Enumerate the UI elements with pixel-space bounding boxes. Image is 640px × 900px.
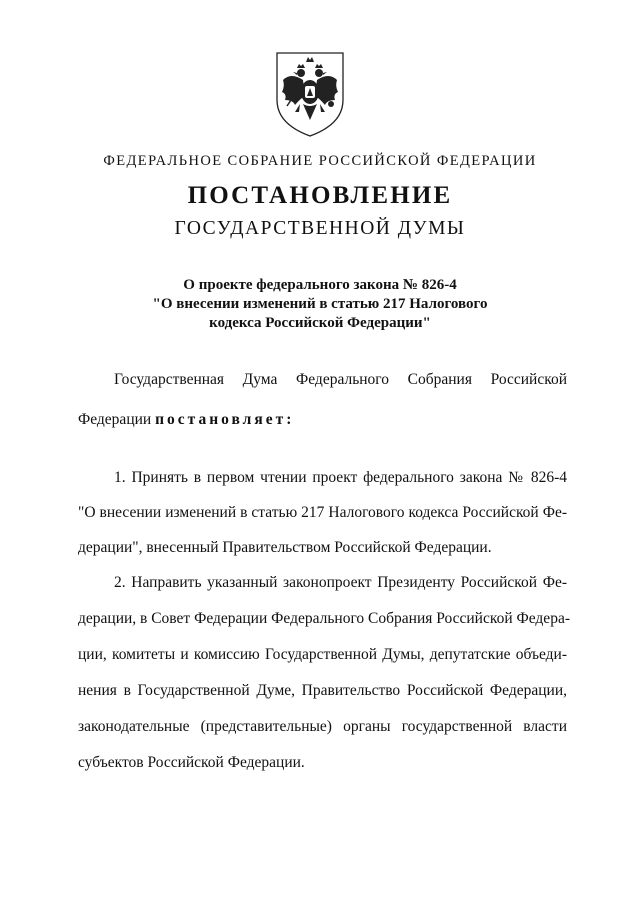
resolution-subject [0,276,640,333]
preamble-line [78,410,567,430]
item-line: 1. Принять в первом чтении проект федерального закона № 826-4 [114,469,567,486]
item-line: нения в Государственной Думе, Правительство Российской Федерации, [78,682,567,699]
item-line: "О внесении изменений в статью 217 Налогового кодекса Российской Фе- [78,504,567,521]
item-line: дерации, в Совет Федерации Федерального Собрания Российской Федера- [78,610,570,627]
document-type-title: ПОСТАНОВЛЕНИЕ [187,182,453,209]
item-line: субъектов Российской Федерации. [78,754,305,771]
preamble-text: Федерации [78,411,156,428]
item-line: законодательные (представительные) органы государственной власти [78,718,567,735]
subject-line: "О внесении изменений в статью 217 Налогового [152,296,488,312]
item-line: дерации", внесенный Правительством Российской Федерации. [78,539,492,556]
subject-line: О проекте федерального закона № 826-4 [183,277,457,293]
issuing-body-subtitle: ГОСУДАРСТВЕННОЙ ДУМЫ [174,218,466,239]
organization-header: ФЕДЕРАЛЬНОЕ СОБРАНИЕ РОССИЙСКОЙ ФЕДЕРАЦИИ [103,153,537,169]
double-headed-eagle-icon [273,50,347,138]
item-line: 2. Направить указанный законопроект Президенту Российской Фе- [114,574,567,591]
coat-of-arms-emblem [273,50,347,138]
resolves-keyword: постановляет: [155,411,295,428]
subject-line: кодекса Российской Федерации" [209,315,431,331]
preamble-line: Государственная Дума Федерального Собрания Российской [114,371,567,388]
item-line: ции, комитеты и комиссию Государственной Думы, депутатские объеди- [78,646,567,663]
